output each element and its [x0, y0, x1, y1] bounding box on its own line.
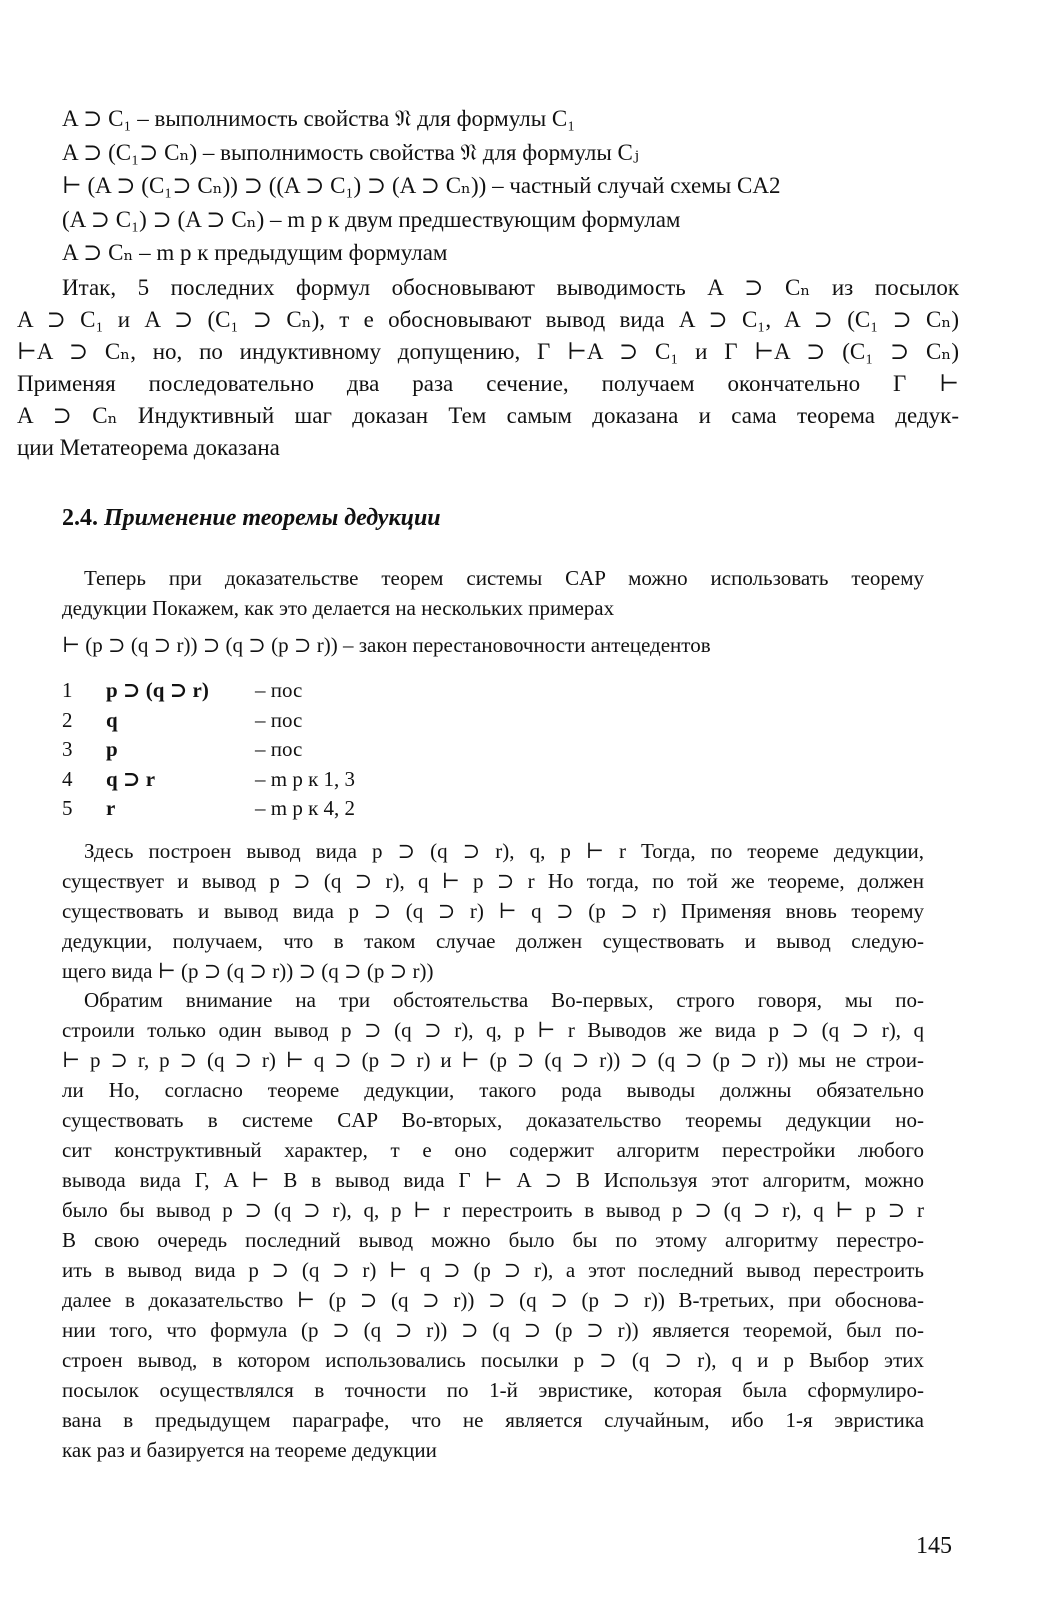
step-justification: – m p к 1, 3 [255, 766, 356, 791]
text-line: ⊢A ⊃ Cₙ, но, по индуктивному допущению, Γ ⊢A ⊃ C₁ и Γ ⊢A ⊃ (C₁ ⊃ Cₙ) [17, 339, 959, 364]
text-line: было бы вывод p ⊃ (q ⊃ r), q, p ⊢ r перестроить в вывод p ⊃ (q ⊃ r), q ⊢ p ⊃ r [62, 1198, 924, 1222]
step-formula: p ⊃ (q ⊃ r) [106, 678, 209, 702]
page-number: 145 [916, 1533, 952, 1559]
text-line: дедукции Покажем, как это делается на нескольких примерах [62, 596, 615, 620]
formula-line: A ⊃ Cₙ – m p к предыдущим формулам [62, 240, 448, 265]
step-justification: – пос [255, 707, 303, 732]
text-line: ⊢ (p ⊃ (q ⊃ r)) ⊃ (q ⊃ (p ⊃ r)) – закон перестановочности антецедентов [62, 633, 711, 657]
paragraph-explanation [62, 836, 924, 986]
paragraph-conclusion [17, 272, 959, 464]
text-line: существует и вывод p ⊃ (q ⊃ r), q ⊢ p ⊃ r Но тогда, по той же теореме, должен [62, 869, 924, 893]
text-line: ции Метатеорема доказана [17, 435, 280, 460]
text-line: Итак, 5 последних формул обосновывают выводимость A ⊃ Cₙ из посылок [62, 275, 959, 300]
section-number: 2.4. [62, 505, 98, 531]
step-number: 3 [62, 737, 73, 761]
step-number: 5 [62, 796, 73, 820]
text-line: посылок осуществлялся в точности по 1-й эвристике, которая была сформулиро- [62, 1378, 924, 1402]
theorem-statement [62, 630, 924, 660]
text-line: щего вида ⊢ (p ⊃ (q ⊃ r)) ⊃ (q ⊃ (p ⊃ r)) [62, 959, 434, 983]
text-line: A ⊃ C₁ и A ⊃ (C₁ ⊃ Cₙ), т е обосновывают вывод вида A ⊃ C₁, A ⊃ (C₁ ⊃ Cₙ) [17, 307, 959, 332]
text-line: вана в предыдущем параграфе, что не является случайным, ибо 1-я эвристика [62, 1408, 924, 1432]
formula-line: A ⊃ C₁ – выполнимость свойства 𝔑 для формулы C₁ [62, 106, 576, 131]
text-line: ить в вывод вида p ⊃ (q ⊃ r) ⊢ q ⊃ (p ⊃ r), а этот последний вывод перестроить [62, 1258, 924, 1282]
text-line: Обратим внимание на три обстоятельства Во-первых, строго говоря, мы по- [84, 988, 924, 1012]
step-formula: p [106, 737, 118, 761]
text-line: ⊢ p ⊃ r, p ⊃ (q ⊃ r) ⊢ q ⊃ (p ⊃ r) и ⊢ (p ⊃ (q ⊃ r)) ⊃ (q ⊃ (p ⊃ r)) мы не строи- [62, 1048, 924, 1072]
text-line: Теперь при доказательстве теорем системы CAP можно использовать теорему [84, 566, 924, 590]
text-line: A ⊃ Cₙ Индуктивный шаг доказан Тем самым доказана и сама теорема дедук- [17, 403, 959, 428]
step-justification: – пос [255, 678, 303, 702]
paragraph-observations [62, 985, 924, 1465]
step-formula: q [106, 707, 118, 732]
step-justification: – m p к 4, 2 [255, 796, 356, 820]
step-formula: r [106, 796, 116, 820]
paragraph-intro [62, 563, 924, 623]
text-line: существовать в системе CAP Во-вторых, доказательство теоремы дедукции но- [62, 1108, 924, 1132]
text-line: как раз и базируется на теореме дедукции [62, 1438, 437, 1462]
text-line: строен вывод, в котором использовались посылки p ⊃ (q ⊃ r), q и p Выбор этих [62, 1348, 924, 1372]
text-line: строили только один вывод p ⊃ (q ⊃ r), q, p ⊢ r Выводов же вида p ⊃ (q ⊃ r), q [62, 1018, 924, 1042]
text-line: В свою очередь последний вывод можно было бы по этому алгоритму перестро- [62, 1228, 924, 1252]
top-formula-block [62, 102, 962, 270]
step-number: 1 [62, 678, 73, 702]
step-number: 4 [62, 766, 73, 791]
step-formula: q ⊃ r [106, 766, 156, 791]
text-line: ли Но, согласно теореме дедукции, такого рода выводы должны обязательно [62, 1078, 924, 1102]
formula-line: (A ⊃ C₁) ⊃ (A ⊃ Cₙ) – m p к двум предшествующим формулам [62, 206, 681, 232]
text-line: дедукции, получаем, что в таком случае должен существовать и вывод следую- [62, 929, 924, 953]
formula-line: ⊢ (A ⊃ (C₁⊃ Cₙ)) ⊃ ((A ⊃ C₁) ⊃ (A ⊃ Cₙ)) – частный случай схемы CA2 [62, 173, 781, 198]
text-line: далее в доказательство ⊢ (p ⊃ (q ⊃ r)) ⊃ (q ⊃ (p ⊃ r)) В-третьих, при обоснова- [62, 1288, 924, 1312]
section-title: Применение теоремы дедукции [104, 505, 441, 531]
text-line: нии того, что формула (p ⊃ (q ⊃ r)) ⊃ (q ⊃ (p ⊃ r)) является теоремой, был по- [62, 1318, 924, 1342]
text-line: существовать и вывод вида p ⊃ (q ⊃ r) ⊢ q ⊃ (p ⊃ r) Применяя вновь теорему [62, 899, 924, 923]
text-line: вывода вида Γ, A ⊢ B в вывод вида Γ ⊢ A ⊃ B Используя этот алгоритм, можно [62, 1168, 924, 1192]
text-line: сит конструктивный характер, т е оно содержит алгоритм перестройки любого [62, 1138, 924, 1162]
step-number: 2 [62, 707, 73, 732]
text-line: Применяя последовательно два раза сечение, получаем окончательно Γ ⊢ [17, 371, 959, 396]
section-heading [62, 505, 441, 532]
formula-line: A ⊃ (C₁⊃ Cₙ) – выполнимость свойства 𝔑 для формулы Cⱼ [62, 139, 639, 165]
text-line: Здесь построен вывод вида p ⊃ (q ⊃ r), q, p ⊢ r Тогда, по теореме дедукции, [84, 839, 924, 863]
step-justification: – пос [255, 737, 303, 761]
